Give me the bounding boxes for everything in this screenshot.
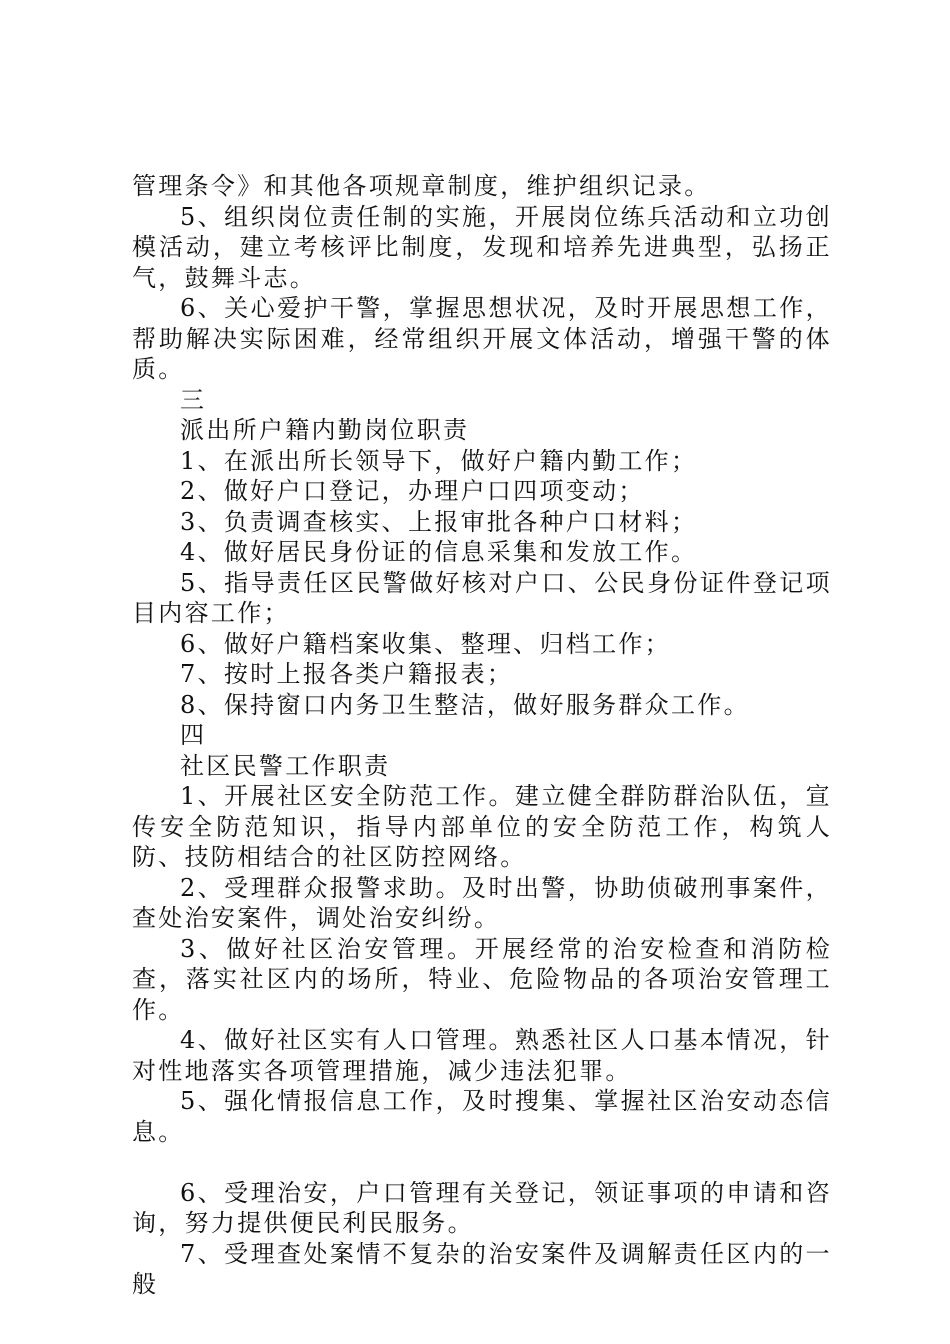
document-body <box>132 171 832 1300</box>
paragraph-registration-8: 8、保持窗口内务卫生整洁，做好服务群众工作。 <box>180 690 750 719</box>
section-title-community-police: 社区民警工作职责 <box>180 751 391 780</box>
paragraph-registration-5: 5、指导责任区民警做好核对户口、公民身份证件登记项目内容工作； <box>132 568 832 627</box>
paragraph-registration-6: 6、做好户籍档案收集、整理、归档工作； <box>180 629 671 658</box>
paragraph-community-4: 4、做好社区实有人口管理。熟悉社区人口基本情况，针对性地落实各项管理措施，减少违法犯罪。 <box>132 1026 832 1085</box>
paragraph-community-6: 6、受理治安，户口管理有关登记，领证事项的申请和咨询，努力提供便民利民服务。 <box>132 1178 832 1237</box>
paragraph-community-2: 2、受理群众报警求助。及时出警，协助侦破刑事案件，查处治安案件，调处治安纠纷。 <box>132 873 832 932</box>
paragraph-registration-1: 1、在派出所长领导下，做好户籍内勤工作； <box>180 446 698 475</box>
paragraph-community-3: 3、做好社区治安管理。开展经常的治安检查和消防检查，落实社区内的场所，特业、危险物品的各项治安管理工作。 <box>132 934 832 1024</box>
section-number-three: 三 <box>180 385 207 414</box>
paragraph-community-5: 5、强化情报信息工作，及时搜集、掌握社区治安动态信息。 <box>132 1087 832 1146</box>
paragraph-duty-5: 5、组织岗位责任制的实施，开展岗位练兵活动和立功创模活动，建立考核评比制度，发现和培养先进典型，弘扬正气，鼓舞斗志。 <box>132 202 832 292</box>
section-title-household-registration: 派出所户籍内勤岗位职责 <box>180 416 470 444</box>
section-number-four: 四 <box>180 721 207 749</box>
paragraph-continuation: 管理条令》和其他各项规章制度，维护组织记录。 <box>132 172 711 200</box>
paragraph-registration-2: 2、做好户口登记，办理户口四项变动； <box>180 477 645 505</box>
paragraph-community-1: 1、开展社区安全防范工作。建立健全群防群治队伍，宣传安全防范知识，指导内部单位的安全防范工作，构筑人防、技防相结合的社区防控网络。 <box>132 782 832 871</box>
paragraph-community-7: 7、受理查处案情不复杂的治安案件及调解责任区内的一般 <box>132 1239 832 1298</box>
paragraph-registration-4: 4、做好居民身份证的信息采集和发放工作。 <box>180 538 698 566</box>
paragraph-registration-7: 7、按时上报各类户籍报表； <box>180 660 514 688</box>
paragraph-duty-6: 6、关心爱护干警，掌握思想状况，及时开展思想工作，帮助解决实际困难，经常组织开展文体活动，增强干警的体质。 <box>132 294 832 383</box>
paragraph-registration-3: 3、负责调查核实、上报审批各种户口材料； <box>180 507 698 536</box>
